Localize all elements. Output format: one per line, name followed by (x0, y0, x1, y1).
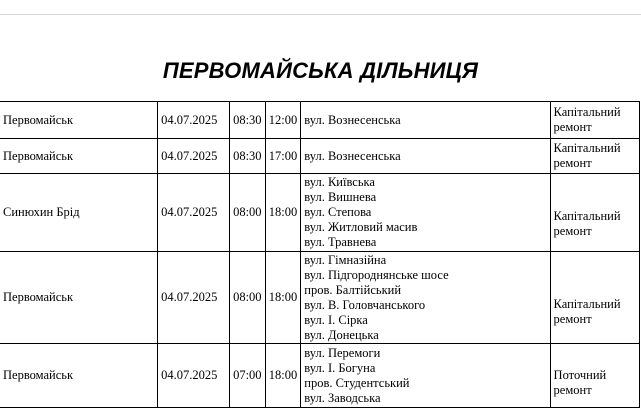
table-row (0, 102, 640, 139)
start-time-cell: 08:00 (229, 252, 265, 344)
work-type-line: ремонт (553, 156, 592, 170)
page-title: ПЕРВОМАЙСЬКА ДІЛЬНИЦЯ (162, 58, 479, 83)
work-type-cell (550, 174, 639, 252)
streets-cell (301, 102, 550, 139)
start-time-cell: 08:30 (229, 102, 265, 139)
town-cell: Первомайськ (0, 139, 158, 174)
top-divider (0, 14, 641, 15)
town-cell: Синюхин Брід (0, 174, 158, 252)
town-cell: Первомайськ (0, 344, 158, 408)
street-line: пров. Балтійський (304, 282, 402, 297)
street-line: вул. І. Богуна (304, 360, 376, 375)
streets-cell (301, 344, 550, 408)
work-type-line: Капітальний (553, 141, 621, 155)
work-type-line: ремонт (553, 223, 592, 238)
date-cell: 04.07.2025 (158, 252, 230, 344)
work-type-cell (550, 139, 639, 174)
table-row (0, 174, 640, 252)
street-line: вул. В. Головчанського (304, 297, 426, 312)
work-type-cell (550, 344, 639, 408)
date-cell: 04.07.2025 (158, 102, 230, 139)
street-line: вул. Перемоги (304, 345, 381, 360)
street-line: вул. Вознесенська (304, 112, 401, 127)
end-time-cell: 17:00 (265, 139, 300, 174)
end-time-cell: 18:00 (265, 344, 300, 408)
work-type-line: Капітальний (553, 105, 621, 119)
table-row (0, 344, 640, 408)
street-line: вул. Київська (304, 175, 375, 189)
streets-cell (301, 174, 550, 252)
town-cell: Первомайськ (0, 252, 158, 344)
work-type-line: ремонт (553, 383, 592, 397)
street-line: вул. Житловий масив (304, 220, 418, 234)
work-type-line: Капітальний (553, 208, 621, 223)
street-line: вул. Травнева (304, 235, 377, 249)
start-time-cell: 08:00 (229, 174, 265, 252)
work-type-line: Капітальний (553, 297, 621, 311)
date-cell: 04.07.2025 (158, 174, 230, 252)
table-row (0, 252, 640, 344)
street-line: вул. Заводська (304, 390, 381, 405)
streets-cell (301, 139, 550, 174)
town-cell: Первомайськ (0, 102, 158, 139)
work-type-line: ремонт (553, 120, 592, 134)
street-line: вул. Підгороднянське шосе (304, 267, 449, 282)
street-line: вул. Донецька (304, 327, 379, 342)
work-type-cell (550, 102, 639, 139)
street-line: вул. Гімназійна (304, 252, 387, 267)
street-line: вул. Вознесенська (304, 148, 401, 163)
street-line: пров. Студентський (304, 375, 410, 390)
street-line: вул. Вишнева (304, 190, 377, 204)
streets-cell (301, 252, 550, 344)
table-row (0, 139, 640, 174)
street-line: вул. І. Сірка (304, 312, 368, 327)
work-type-cell (550, 252, 639, 344)
start-time-cell: 07:00 (229, 344, 265, 408)
end-time-cell: 18:00 (265, 174, 300, 252)
start-time-cell: 08:30 (229, 139, 265, 174)
outage-schedule-table (0, 101, 640, 408)
work-type-line: ремонт (553, 312, 592, 326)
date-cell: 04.07.2025 (158, 344, 230, 408)
work-type-line: Поточний (553, 368, 607, 382)
street-line: вул. Степова (304, 205, 372, 219)
date-cell: 04.07.2025 (158, 139, 230, 174)
end-time-cell: 18:00 (265, 252, 300, 344)
end-time-cell: 12:00 (265, 102, 300, 139)
